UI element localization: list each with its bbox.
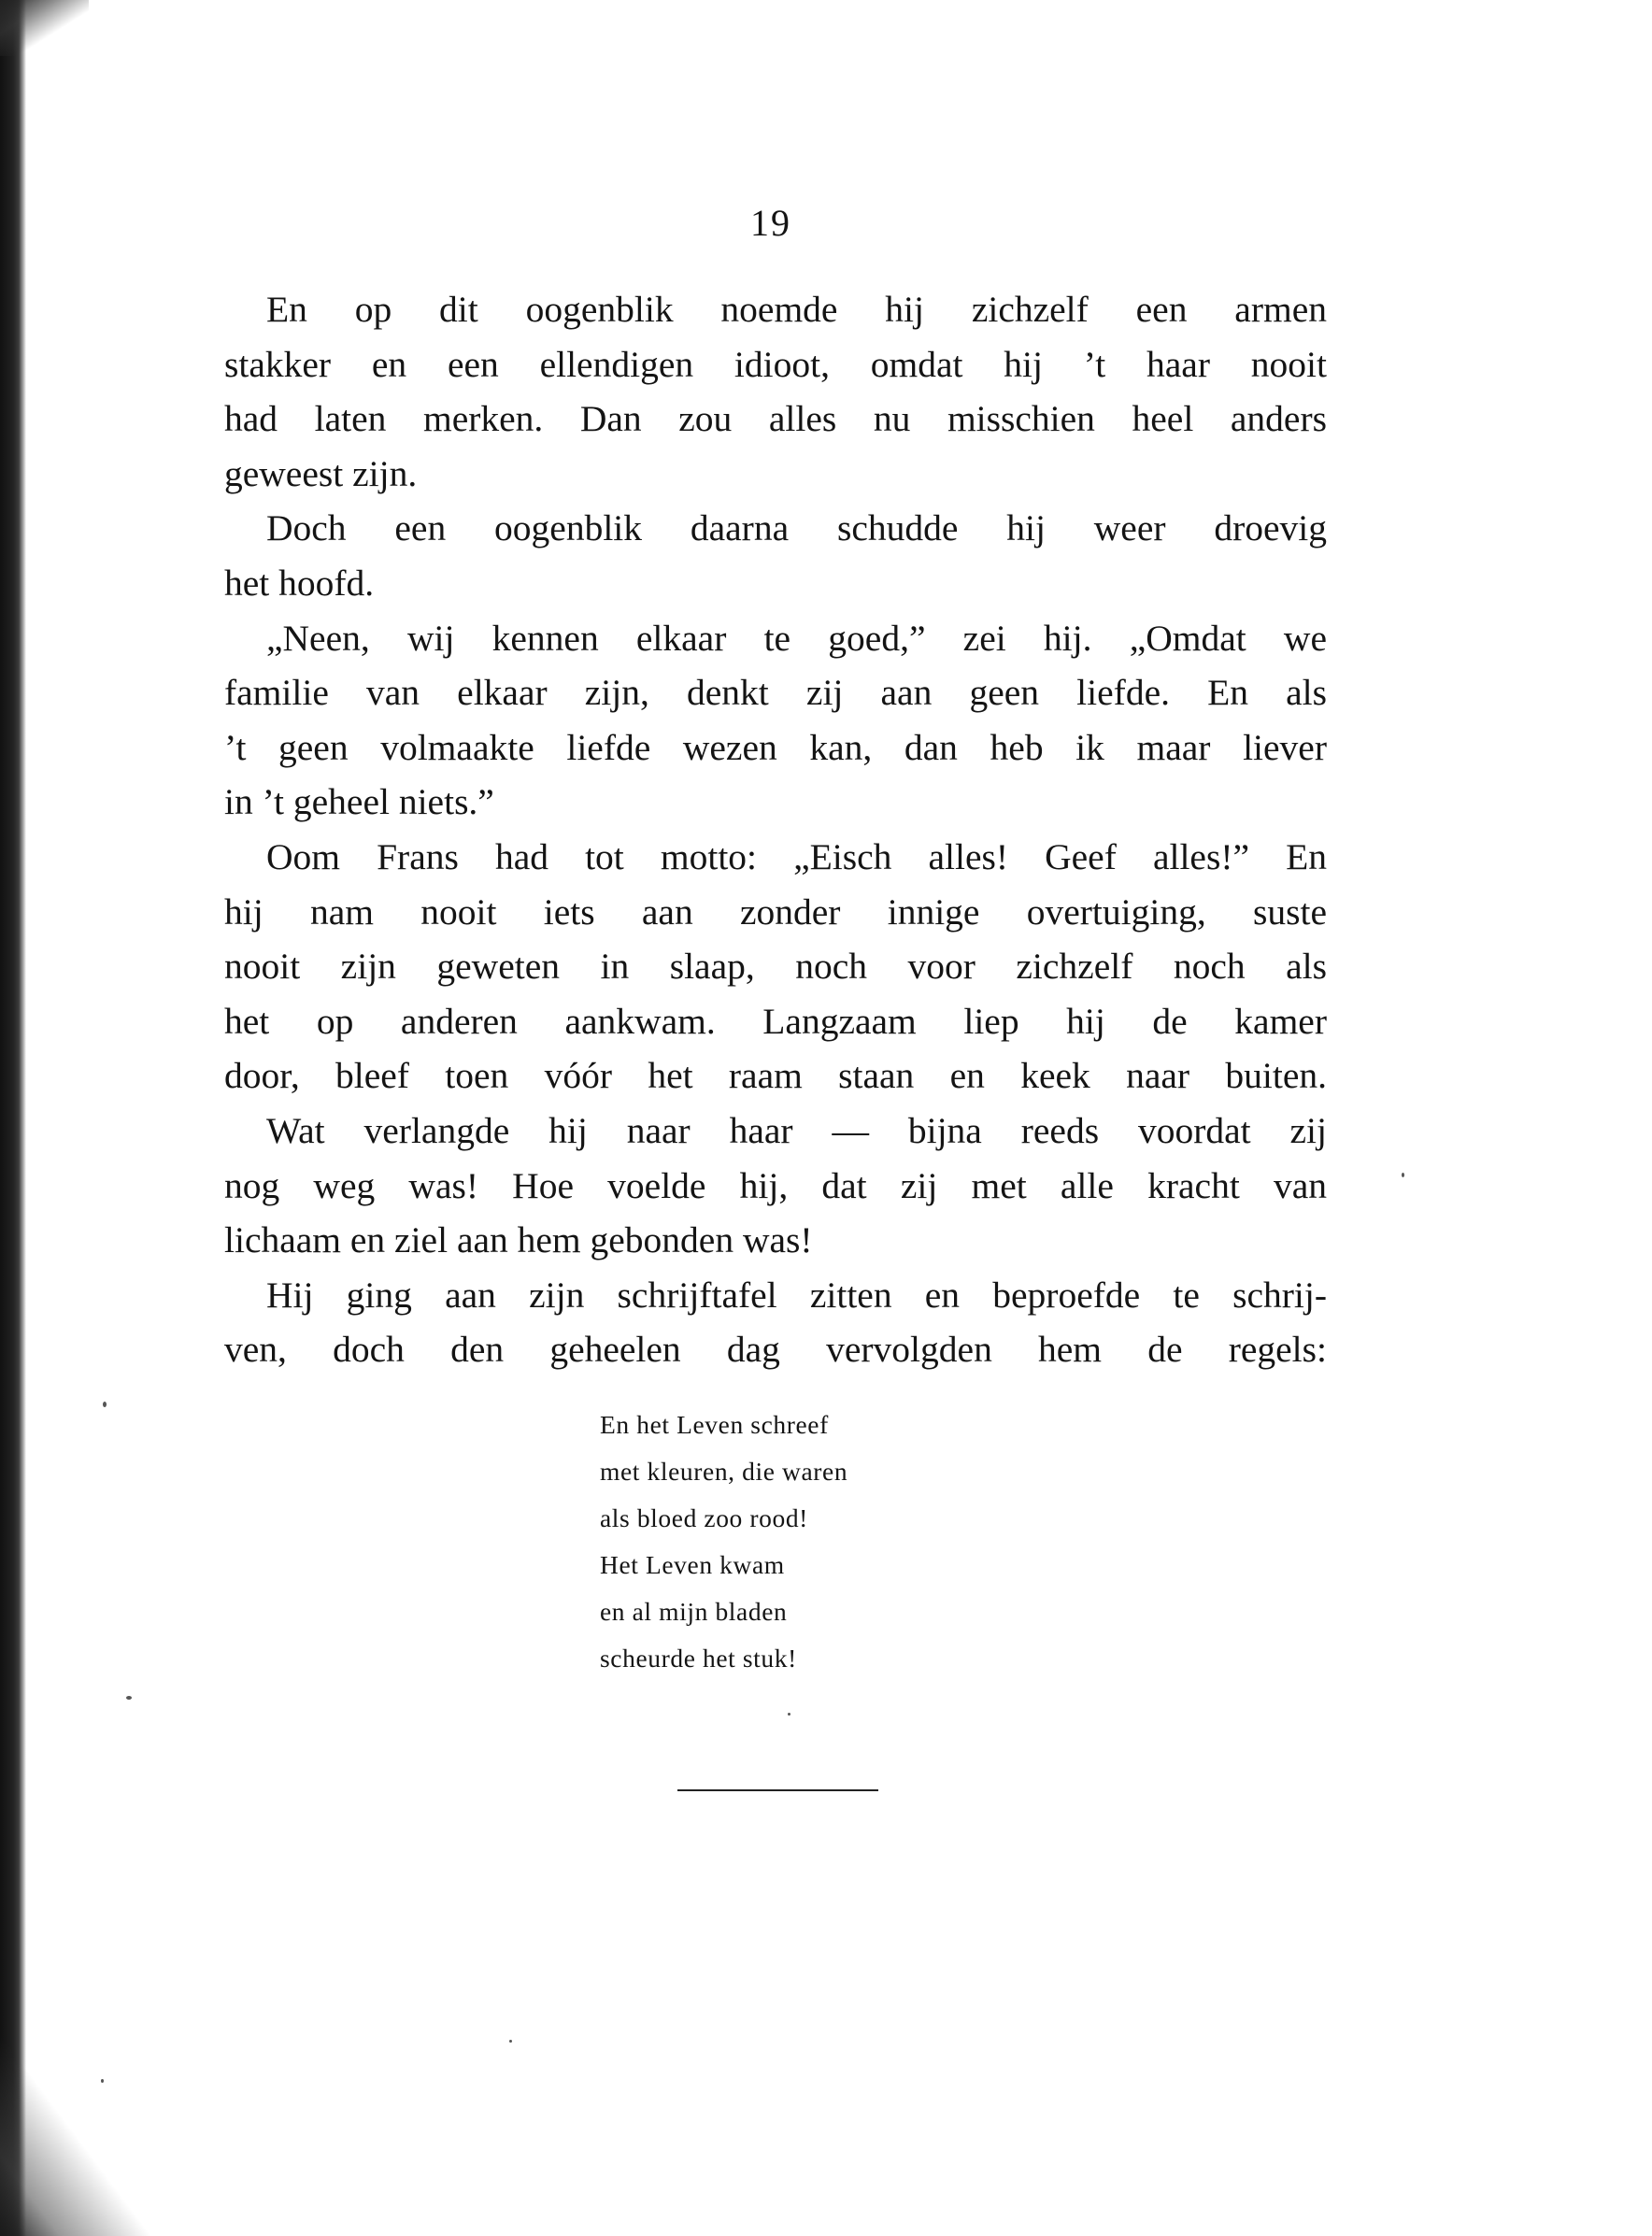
text-line: familie van elkaar zijn, denkt zij aan geen liefde. En als bbox=[224, 672, 1327, 714]
text-line: Hij ging aan zijn schrijftafel zitten en beproefde te schrij- bbox=[266, 1274, 1327, 1316]
text-line: in ’t geheel niets.” bbox=[224, 781, 494, 823]
text-line: geweest zijn. bbox=[224, 452, 418, 494]
scan-binding-edge bbox=[0, 0, 26, 2236]
scan-shadow-bottom bbox=[0, 2012, 168, 2236]
section-end-rule bbox=[677, 1789, 878, 1791]
text-line: lichaam en ziel aan hem gebonden was! bbox=[224, 1219, 813, 1261]
poem-line: met kleuren, die waren bbox=[600, 1457, 848, 1486]
text-line: door, bleef toen vóór het raam staan en keek naar buiten. bbox=[224, 1055, 1327, 1097]
text-line: ’t geen volmaakte liefde wezen kan, dan heb ik maar liever bbox=[224, 726, 1327, 768]
paragraph bbox=[224, 830, 1327, 1104]
text-line: „Neen, wij kennen elkaar te goed,” zei hij. „Omdat we bbox=[266, 617, 1327, 659]
scan-speck bbox=[1402, 1173, 1404, 1177]
page-number: 19 bbox=[750, 202, 791, 244]
scan-shadow-top bbox=[0, 0, 89, 56]
poem-line: Het Leven kwam bbox=[600, 1550, 785, 1579]
text-line: Doch een oogenblik daarna schudde hij weer droevig bbox=[266, 507, 1327, 549]
paragraph bbox=[224, 282, 1327, 501]
text-line: Oom Frans had tot motto: „Eisch alles! Geef alles!” En bbox=[266, 835, 1327, 877]
scan-speck bbox=[788, 1713, 790, 1716]
poem-verse bbox=[600, 1402, 936, 1682]
text-line: het op anderen aankwam. Langzaam liep hij de kamer bbox=[224, 1000, 1327, 1042]
text-line: stakker en een ellendigen idioot, omdat hij ’t haar nooit bbox=[224, 343, 1327, 385]
scan-speck bbox=[103, 1402, 107, 1407]
paragraph bbox=[224, 1268, 1327, 1377]
text-line: ven, doch den geheelen dag vervolgden hem de regels: bbox=[224, 1329, 1327, 1371]
text-line: het hoofd. bbox=[224, 562, 375, 604]
paragraph bbox=[224, 611, 1327, 830]
text-line: nog weg was! Hoe voelde hij, dat zij met alle kracht van bbox=[224, 1164, 1327, 1206]
body-text bbox=[224, 282, 1327, 1377]
poem-line: en al mijn bladen bbox=[600, 1597, 788, 1626]
scan-speck bbox=[101, 2079, 104, 2083]
text-line: hij nam nooit iets aan zonder innige overtuiging, suste bbox=[224, 890, 1327, 933]
text-line: had laten merken. Dan zou alles nu misschien heel anders bbox=[224, 398, 1327, 440]
poem-line: als bloed zoo rood! bbox=[600, 1503, 808, 1532]
scan-speck bbox=[126, 1696, 132, 1700]
paragraph bbox=[224, 501, 1327, 610]
text-line: nooit zijn geweten in slaap, noch voor zichzelf noch als bbox=[224, 946, 1327, 988]
poem-line: scheurde het stuk! bbox=[600, 1644, 797, 1673]
text-line: En op dit oogenblik noemde hij zichzelf een armen bbox=[266, 289, 1327, 330]
poem-line: En het Leven schreef bbox=[600, 1410, 829, 1439]
text-line: Wat verlangde hij naar haar — bijna reeds voordat zij bbox=[266, 1109, 1327, 1151]
scan-speck bbox=[509, 2040, 512, 2043]
paragraph bbox=[224, 1104, 1327, 1268]
